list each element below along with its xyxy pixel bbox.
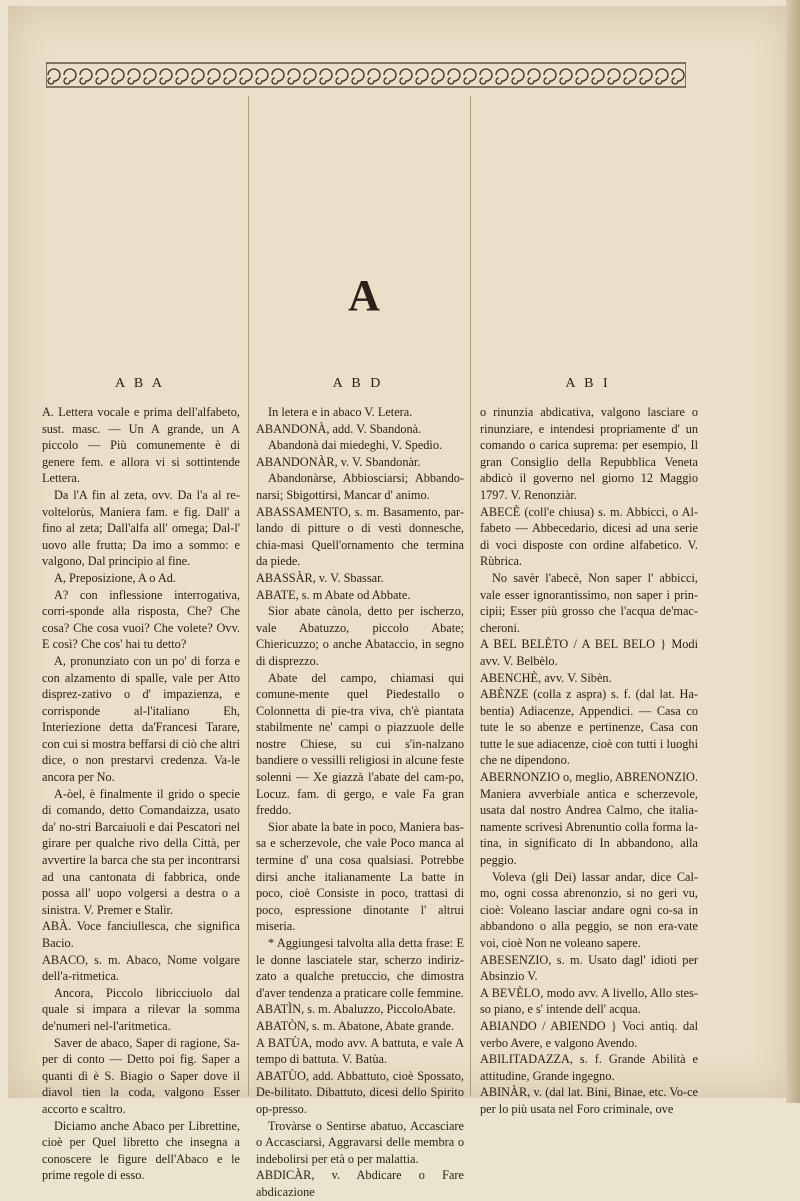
scroll-motif: [528, 69, 540, 84]
entry: ABINÀR, v. (dal lat. Bini, Binae, etc. Vo-ce per lo più usata nel Foro criminale, ove: [480, 1085, 698, 1116]
scroll-motif: [672, 69, 684, 84]
entry: A, pronunziato con un po' di forza e con alzamento di spalle, vale per Atto disprez-zativo o d' impazienza, e corrisponde al-l'italiano Eh, Interiezione detta da'Francesi Tarare, con cui si mostra beffarsi di ciò che altri dice, o non prestarvi credenza. Va-le ancora per No.: [42, 653, 240, 785]
scroll-motif: [496, 69, 508, 84]
scroll-motif: [80, 69, 92, 84]
entry: A BEVÈLO, modo avv. A livello, Allo stes-so piano, e s' intende dell' acqua.: [480, 985, 698, 1017]
scroll-motif: [288, 69, 300, 84]
entry: ABATÙO, add. Abbattuto, cioè Spossato, De-bilitato. Dibattuto, dicesi dello Spirito op-presso.: [256, 1068, 464, 1116]
scroll-motif: [176, 69, 188, 84]
scroll-motif: [128, 69, 140, 84]
scroll-motif: [64, 69, 76, 84]
entry: ABASSAMENTO, s. m. Basamento, par-lando di pitture o di vesti donnesche, chia-masi Quell'ornamento che termina da piede.: [256, 504, 464, 569]
scroll-motif: [400, 69, 412, 84]
entry: Saver de abaco, Saper di ragione, Sa-per di conto — Detto poi fig. Saper a quanti dì è S. Biagio o Saper dove il diavol tien la coda, valgono Esser accorto e scaltro.: [42, 1035, 240, 1116]
entry: A, Preposizione, A o Ad.: [54, 570, 176, 585]
scroll-motif: [624, 69, 636, 84]
entry: ABÈNZE (colla z aspra) s. f. (dal lat. Ha-bentia) Adiacenze, Appendici. — Casa co tute le so abenze e pertinenze, Casa con tutte le sue adiacenze, cioè con tutti i luoghi che ne dipendono.: [480, 687, 698, 768]
entry: o rinunzia abdicativa, valgono lasciare o rinunziare, e intendesi propriamente d' un comando o carica suprema: per esempio, Il gran Consiglio della Repubblica Veneta abdicò il governo nel giorno 12 Maggio 1797. V. Renonziàr.: [480, 405, 698, 502]
entry: ABANDONÀ, add. V. Sbandonà.: [256, 421, 422, 436]
scroll-motif: [112, 69, 124, 84]
scroll-motif: [592, 69, 604, 84]
entry: No savèr l'abecè, Non saper l' abbicci, vale esser ignorantissimo, non saper i prin-cipii; Esser più grosso che l'acqua de'mac-cheroni.: [480, 570, 698, 635]
scroll-motif: [336, 69, 348, 84]
scroll-motif: [352, 69, 364, 84]
entry: Trovàrse o Sentirse abatuo, Accasciare o Accasciarsi, Aggravarsi delle membra o indebolirsi per età o per malattia.: [256, 1118, 464, 1166]
entry: ABIANDO / ABIENDO } Voci antiq. dal verbo Avere, e valgono Avendo.: [480, 1018, 698, 1050]
entry: * Aggiungesi talvolta alla detta frase: E le donne lasciatele star, scherzo indiriz-zato a qualche pretuccio, che dimostra d'aver tendenza a praticare colle femmine.: [256, 936, 464, 1000]
scroll-motif: [224, 69, 236, 84]
scroll-motif: [432, 69, 444, 84]
entry: Abate del campo, chiamasi qui comune-mente quel Piedestallo o Colonnetta di pie-tra viva, ch'è piantata stabilmente ne' campi o piazzuole delle nostre Chiese, su cui s'in-nalzano bandiere o vessilli religiosi in alcune feste solenni — Xe giazzà l'abate del cam-po, Locuz. fam. di gergo, e vale Fa gran freddo.: [256, 670, 464, 818]
page-edge: [786, 0, 800, 1103]
entry: ABACO, s. m. Abaco, Nome volgare dell'a-ritmetica.: [42, 952, 240, 984]
entry: ABATÌN, s. m. Abaluzzo, PiccoloAbate.: [256, 1002, 456, 1017]
scroll-motif: [320, 69, 332, 84]
entry: ABESENZIO, s. m. Usato dagl' idioti per Absinzio V.: [480, 952, 698, 984]
scroll-motif: [576, 69, 588, 84]
entry: ABDICÀR, v. Abdicare o Fare abdicazione: [256, 1168, 464, 1199]
scroll-motif: [512, 69, 524, 84]
scroll-motif: [208, 69, 220, 84]
column-rule-2: [470, 96, 471, 1096]
scroll-motif: [96, 69, 108, 84]
entry: ABANDONÀR, v. V. Sbandonàr.: [256, 454, 421, 469]
column-1: [42, 404, 240, 1184]
column-heading-3: A B I: [565, 376, 611, 391]
scroll-motif: [368, 69, 380, 84]
entry: Diciamo anche Abaco per Librettine, cioè per Quel libretto che insegna a conoscere le figure dell'Abaco e le prime regole di esso.: [42, 1118, 240, 1183]
scroll-motif: [560, 69, 572, 84]
scroll-motif: [416, 69, 428, 84]
scroll-motif: [256, 69, 268, 84]
entry: A? con inflessione interrogativa, corri-sponde alla risposta, Che? Che cosa? Che cosa vuoi? Che volete? Ovv. E così? Che cos' hai tu detto?: [42, 587, 240, 652]
entry: ABÀ. Voce fanciullesca, che significa Bacio.: [42, 919, 240, 950]
scroll-motif: [656, 69, 668, 84]
entry: ABATE, s. m Abate od Abbate.: [256, 587, 411, 602]
entry: Ancora, Piccolo libricciuolo dal quale si impara a rilevar la somma de'numeri nel-l'aritmetica.: [42, 985, 240, 1033]
scroll-motif: [544, 69, 556, 84]
scroll-motif: [448, 69, 460, 84]
column-heading-2: A B D: [332, 376, 384, 391]
entry: Abandonà dai miedeghi, V. Spedìo.: [268, 438, 443, 453]
scroll-motif: [464, 69, 476, 84]
decorative-border: [46, 62, 686, 88]
scroll-motif: [240, 69, 252, 84]
scroll-motif: [384, 69, 396, 84]
column-3: [480, 404, 698, 1118]
column-rule-1: [248, 96, 249, 1096]
entry: ABERNONZIO o, meglio, ABRENONZIO. Maniera avverbiale antica e scherzevole, usata dal nostro Andrea Calmo, che italia-namente scrivesi Abrenuntio colla forma la-tina, in significato di In abbandono, alla peggio.: [480, 770, 698, 868]
entry: ABASSÀR, v. V. Sbassar.: [256, 570, 384, 585]
column-2: [256, 404, 464, 1201]
entry: A BATÙA, modo avv. A battuta, e vale A tempo di battuta. V. Batùa.: [256, 1035, 464, 1067]
entry: A BEL BELÈTO / A BEL BELO } Modi avv. V. Belbèlo.: [480, 637, 698, 668]
scroll-motif: [192, 69, 204, 84]
scroll-motif: [160, 69, 172, 84]
entry: A. Lettera vocale e prima dell'alfabeto, sust. masc. — Un A grande, un A piccolo — Più comunemente è di genere fem. e allora vi si sottintende Lettera.: [42, 405, 240, 486]
scroll-motif: [480, 69, 492, 84]
entry: ABECÈ (coll'e chiusa) s. m. Abbicci, o Al-fabeto — Abbecedario, dicesi ad una serie di voci disposte con ordine alfabetico. V. Rùbrica.: [480, 504, 698, 569]
scroll-motif: [304, 69, 316, 84]
entry: Da l'A fin al zeta, ovv. Da l'a al re-voltelorùs, Maniera fam. e fig. Dall' a fino al zeta; Dall'alfa all' omega; Dal-l' uovo alle frutta; Da imo a sommo: e valgono, Dal principio al fine.: [42, 487, 240, 569]
scroll-motif: [640, 69, 652, 84]
entry: ABATÒN, s. m. Abatone, Abate grande.: [256, 1018, 455, 1033]
scroll-motif: [608, 69, 620, 84]
entry: In letera e in abaco V. Letera.: [268, 405, 413, 419]
entry: Sior abate cànola, detto per ischerzo, vale Abatuzzo, piccolo Abate; Chiericuzzo; o anche Abataccio, in segno di disprezzo.: [256, 604, 464, 668]
entry: A-òel, è finalmente il grido o specie di comando, detto Comandaizza, usato da' no-stri Barcaiuoli e dai Pescatori nel girare per qualche rivo della Città, per avvertire la barca che sta per incontrarsi ad una cantonata di fabbrica, onde possa all' uopo volgersi a destra o a sinistra. V. Premer e Stalìr.: [42, 786, 240, 917]
scroll-motif: [48, 69, 60, 84]
entry: Abandonàrse, Abbiosciarsi; Abbando-narsi; Sbigottirsi, Mancar d' animo.: [256, 471, 464, 502]
scroll-motif: [272, 69, 284, 84]
column-heading-1: A B A: [114, 376, 165, 391]
entry: Sior abate la bate in poco, Maniera bas-sa e scherzevole, che vale Poco manca al termine d' una cosa qualsiasi. Potrebbe dirsi anche italianamente La batte in poco, cioè Consiste in poco, trattasi di poco, espressione dinotante l' altrui miseria.: [256, 819, 464, 934]
entry: ABENCHÈ, avv. V. Sibèn.: [480, 670, 612, 685]
scroll-motif: [144, 69, 156, 84]
entry: ABILITADAZZA, s. f. Grande Abilità e attitudine, Grande ingegno.: [480, 1052, 698, 1083]
entry: Voleva (gli Dei) lassar andar, dice Cal-mo, ogni cossa abrenonzio, si no geri vu, cioè: Voleano lasciar andare ogni co-sa in abbandono o alla peggio, se non era-vate voi, cioè Non ne voleano sapere.: [480, 869, 698, 950]
section-letter: A: [348, 271, 380, 320]
